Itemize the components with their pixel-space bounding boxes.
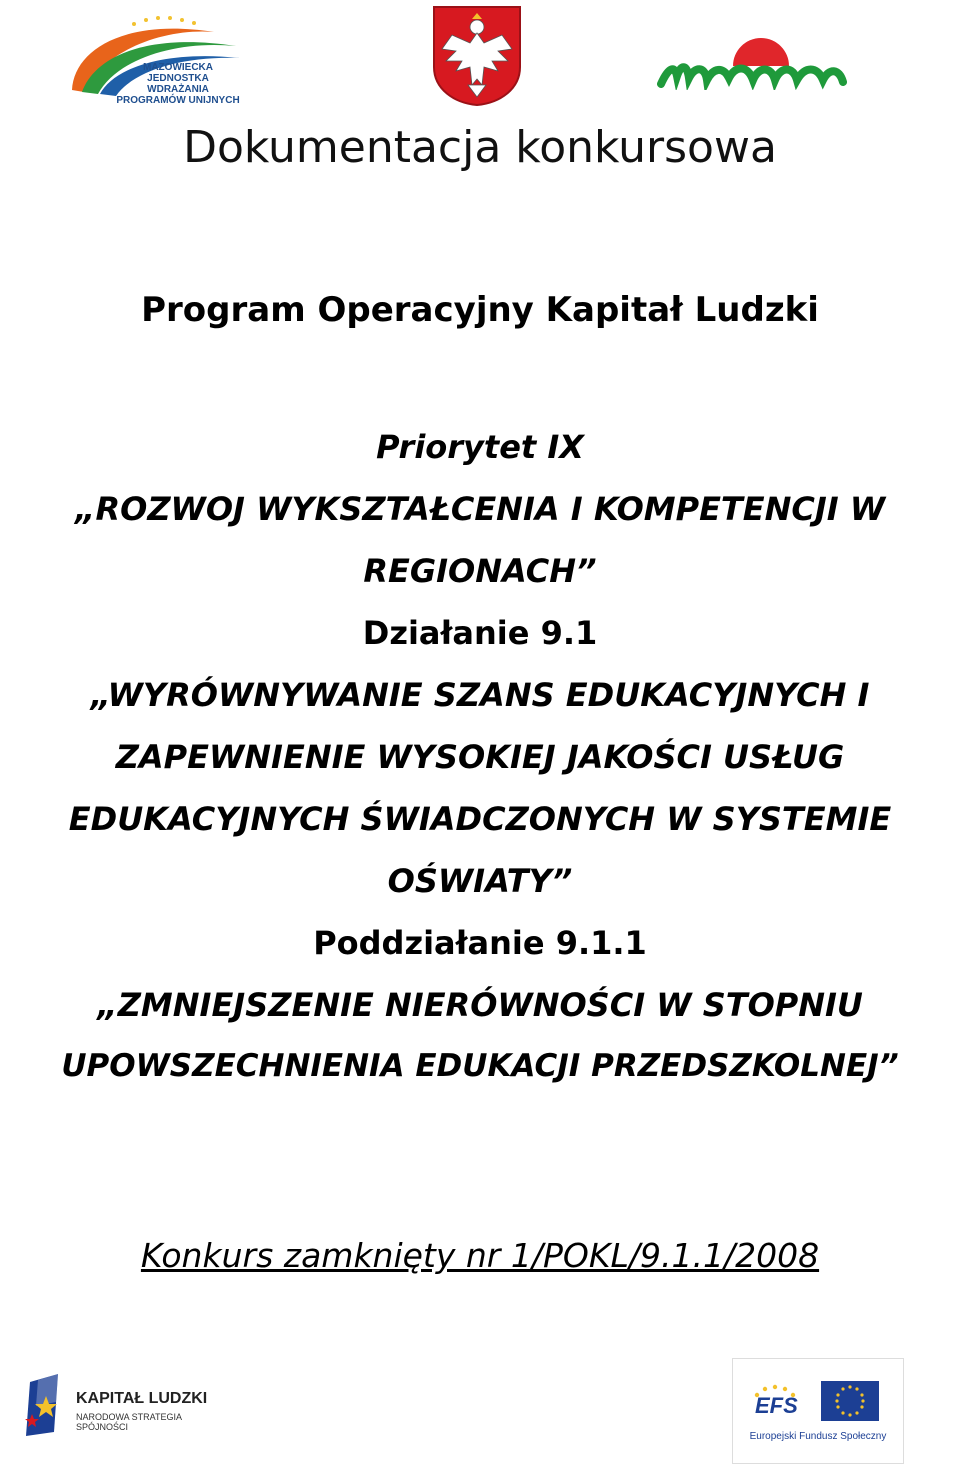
subaction-name-line-1: „ZMNIEJSZENIE NIERÓWNOŚCI W STOPNIU [97,986,863,1024]
coat-of-arms-logo [432,5,522,107]
contest-number: Konkurs zamknięty nr 1/POKL/9.1.1/2008 [140,1236,820,1275]
kapital-ludzki-subtitle: NARODOWA STRATEGIA SPÓJNOŚCI [76,1412,182,1432]
priority-name-line-1: „ROZWOJ WYKSZTAŁCENIA I KOMPETENCJI W [74,490,886,528]
action-name-line-3: EDUKACYJNYCH ŚWIADCZONYCH W SYSTEMIE [68,800,892,838]
mazowsze-sun-icon [655,36,847,90]
document-title: Dokumentacja konkursowa [183,122,777,173]
kapital-ludzki-title: KAPITAŁ LUDZKI [76,1390,208,1407]
mjwpu-logo [64,10,244,106]
priority-name-line-2: REGIONACH” [363,552,597,590]
priority-label: Priorytet IX [376,428,584,466]
action-name-line-4: OŚWIATY” [387,862,573,900]
action-name-line-1: „WYRÓWNYWANIE SZANS EDUKACYJNYCH I [90,676,870,714]
subaction-name-line-2: UPOWSZECHNIENIA EDUKACJI PRZEDSZKOLNEJ” [61,1048,899,1084]
efs-name: Europejski Fundusz Społeczny [749,1431,887,1442]
mjwpu-line-3: PROGRAMÓW UNIJNYCH [116,95,240,106]
mazowsze-logo [655,36,847,90]
efs-abbr: EFS [755,1393,798,1418]
action-label: Działanie 9.1 [362,614,598,652]
efs-logo [732,1358,904,1464]
program-name: Program Operacyjny Kapitał Ludzki [141,290,819,330]
kapital-ludzki-emblem-icon [24,1372,70,1438]
mjwpu-line-1: MAZOWIECKA JEDNOSTKA [143,62,213,84]
kapital-ludzki-logo [24,1372,224,1438]
mjwpu-line-2: WDRAŻANIA [147,84,209,95]
eagle-icon [432,5,522,107]
subaction-label: Poddziałanie 9.1.1 [313,924,647,962]
action-name-line-2: ZAPEWNIENIE WYSOKIEJ JAKOŚCI USŁUG [115,738,845,776]
